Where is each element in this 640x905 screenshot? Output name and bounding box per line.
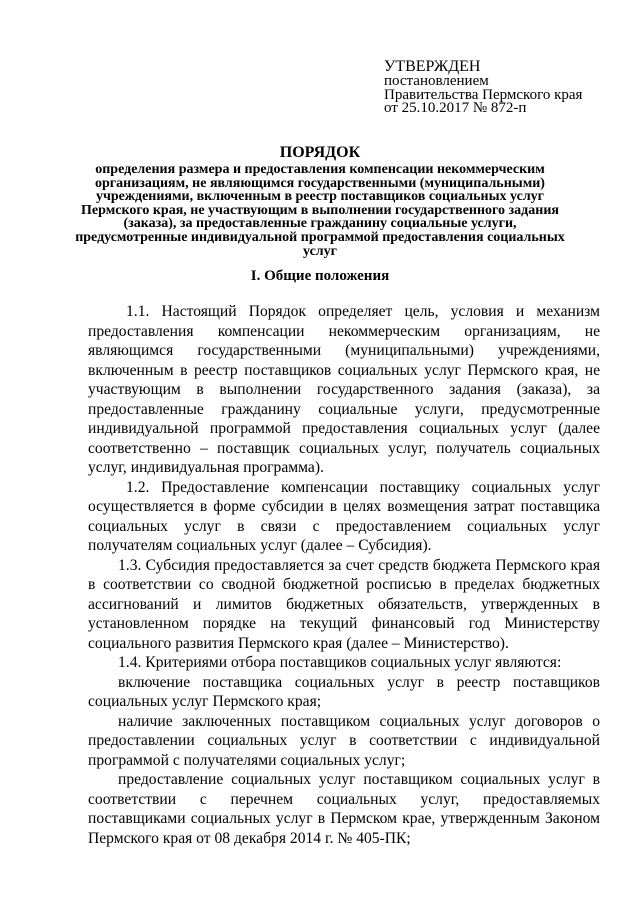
document-subtitle: определения размера и предоставления компенсации некоммерческим организациям, не являющимся государственными (муниципальными) учреждениями, включенным в реестр поставщиков социальных услуг Пермского края, не участвующим в выполнении государственного задания (заказа), за предоставленные гражданину социальные услуги, предусмотренные индивидуальной программой предоставления социальных услуг bbox=[75, 162, 565, 259]
approval-stamp bbox=[384, 58, 582, 116]
section-heading: I. Общие положения bbox=[250, 268, 390, 284]
criterion-contracts: наличие заключенных поставщиком социальных услуг договоров о предоставлении социальных услуг в соответствии с индивидуальной программой с получателями социальных услуг; bbox=[88, 712, 600, 769]
document-body bbox=[88, 302, 600, 848]
paragraph-1-3: 1.3. Субсидия предоставляется за счет средств бюджета Пермского края в соответствии со сводной бюджетной росписью в пределах бюджетных ассигнований и лимитов бюджетных обязательств, утвержденных в установленном порядке на текущий финансовый год Министерству социального развития Пермского края (далее – Министерство). bbox=[88, 556, 600, 652]
approval-line-date: от 25.10.2017 № 872-п bbox=[384, 100, 527, 116]
paragraph-1-1: 1.1. Настоящий Порядок определяет цель, условия и механизм предоставления компенсации некоммерческим организациям, не являющимся государственными (муниципальными) учреждениями, включенным в реестр поставщиков социальных услуг Пермского края, не участвующим в выполнении государственного задания (заказа), за предоставленные гражданину социальные услуги, предусмотренные индивидуальной программой предоставления социальных услуг (далее соответственно – поставщик социальных услуг, получатель социальных услуг, индивидуальная программа). bbox=[88, 303, 600, 476]
paragraph-1-2: 1.2. Предоставление компенсации поставщику социальных услуг осуществляется в форме субсидии в целях возмещения затрат поставщика социальных услуг в связи с предоставлением социальных услуг получателям социальных услуг (далее – Субсидия). bbox=[88, 478, 600, 554]
approval-heading: УТВЕРЖДЕН bbox=[384, 58, 481, 75]
criterion-registry: включение поставщика социальных услуг в реестр поставщиков социальных услуг Пермского края; bbox=[88, 673, 600, 710]
document-title: ПОРЯДОК bbox=[279, 144, 361, 161]
criterion-services-list: предоставление социальных услуг поставщиком социальных услуг в соответствии с перечнем социальных услуг, предоставляемых поставщиками социальных услуг в Пермском крае, утвержденным Законом Пермского края от 08 декабря 2014 г. № 405-ПК; bbox=[88, 771, 600, 847]
approval-line-by: постановлением bbox=[384, 73, 489, 89]
approval-line-government: Правительства Пермского края bbox=[384, 86, 583, 103]
paragraph-1-4: 1.4. Критериями отбора поставщиков социальных услуг являются: bbox=[118, 654, 562, 671]
